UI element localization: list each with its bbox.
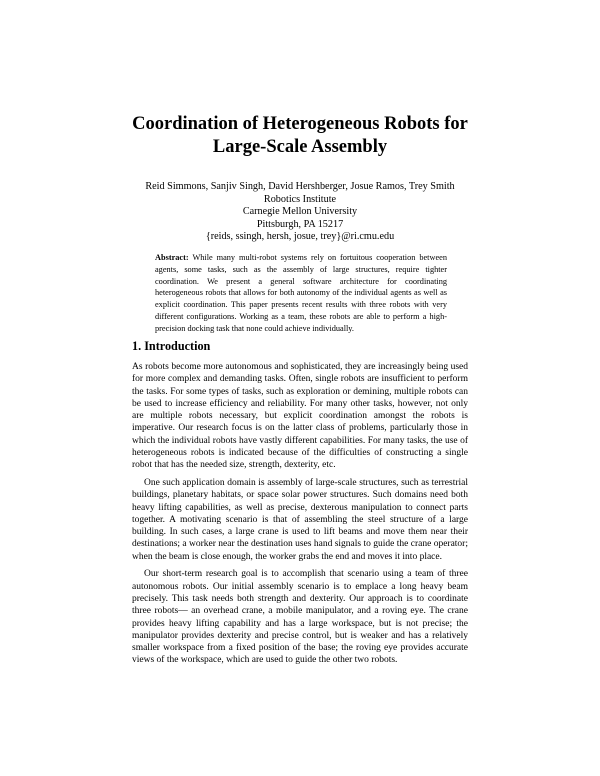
paragraph: One such application domain is assembly of large-scale structures, such as terrestrial buildings, planetary habitats, or space solar power structures. Such domains need both heavy lifting capabilities, as well as precise, dexterous manipulation to connect parts together. A motivating scenario is that of assembling the steel structure of a large building. In such cases, a large crane is used to lift beams and move them near their destinations; a worker near the destination uses hand signals to guide the crane operator; when the beam is close enough, the worker grabs the end and moves it into place. — [132, 477, 468, 562]
section-heading: 1. Introduction — [132, 339, 211, 353]
abstract-label: Abstract: — [155, 253, 189, 262]
author-block — [60, 181, 540, 244]
author-address: Pittsburgh, PA 15217 — [256, 218, 344, 230]
title-line: Coordination of Heterogeneous Robots for — [132, 114, 468, 134]
author-affiliation: Robotics Institute — [263, 193, 337, 205]
section-body — [132, 361, 468, 672]
author-university: Carnegie Mellon University — [242, 206, 358, 218]
abstract — [155, 252, 447, 334]
paragraph: As robots become more autonomous and sophisticated, they are increasingly being used for more complex and demanding tasks. Often, single robots are insufficient to perform the tasks. For some types of tasks, such as exploration or demining, multiple robots can be used to increase efficiency and reliability. For many other tasks, however, not only are multiple robots necessary, but explicit coordination amongst the robots is imperative. Our research focus is on the latter class of problems, particularly those in which the individual robots have vastly different capabilities. For many tasks, the use of heterogeneous robots is indicated because of the difficulties of constructing a single robot that has the needed size, strength, dexterity, etc. — [132, 362, 468, 471]
title-line: Large-Scale Assembly — [212, 137, 388, 157]
abstract-text: While many multi-robot systems rely on fortuitous cooperation between agents, some tasks, such as the assembly of large structures, require tighter coordination. We present a general software architecture for coordinating heterogeneous robots that allows for both autonomy of the individual agents as well as explicit coordination. This paper presents recent results with three robots with very different configurations. Working as a team, these robots are able to perform a high-precision docking task that none could achieve individually. — [155, 253, 447, 333]
paper-title — [60, 113, 540, 159]
author-names: Reid Simmons, Sanjiv Singh, David Hershberger, Josue Ramos, Trey Smith — [145, 181, 455, 192]
paragraph: Our short-term research goal is to accomplish that scenario using a team of three autonomous robots. Our initial assembly scenario is to emplace a long heavy beam precisely. This task needs both strength and dexterity. Our approach is to coordinate three robots— an overhead crane, a mobile manipulator, and a roving eye. The crane provides heavy lifting capability and has a large workspace, but is not precise; the manipulator provides dexterity and precise control, but is weaker and has a relatively smaller workspace from a fixed position of the base; the roving eye provides accurate views of the workspace, which are used to guide the other two robots. — [132, 569, 468, 666]
author-emails: {reids, ssingh, hersh, josue, trey}@ri.cmu.edu — [205, 231, 395, 243]
